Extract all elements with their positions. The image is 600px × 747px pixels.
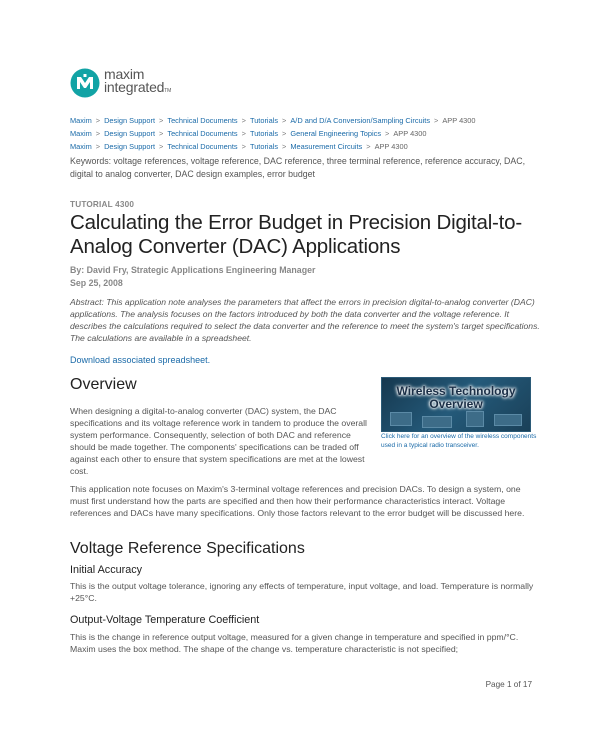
breadcrumb-link[interactable]: Design Support bbox=[104, 116, 156, 125]
breadcrumb-current: APP 4300 bbox=[393, 129, 427, 138]
logo-line-2: integrated bbox=[104, 79, 165, 95]
initial-accuracy-text: This is the output voltage tolerance, ignoring any effects of temperature, input voltage, and load. Temperature is normally +25°C. bbox=[70, 581, 534, 603]
breadcrumb-link[interactable]: Tutorials bbox=[249, 142, 279, 151]
breadcrumb-separator: > bbox=[95, 142, 101, 151]
logo-wordmark bbox=[104, 68, 171, 98]
breadcrumb-separator: > bbox=[241, 129, 246, 138]
logo-tm: TM bbox=[164, 88, 172, 94]
breadcrumb-separator: > bbox=[282, 129, 287, 138]
breadcrumb-list bbox=[70, 114, 476, 153]
wireless-technology-image-text: Wireless Technology Overview bbox=[396, 384, 516, 411]
breadcrumb-current: APP 4300 bbox=[374, 142, 408, 151]
breadcrumb-link[interactable]: Maxim bbox=[70, 116, 92, 125]
breadcrumb-separator: > bbox=[366, 142, 371, 151]
breadcrumb-separator: > bbox=[241, 116, 246, 125]
breadcrumb bbox=[70, 140, 476, 153]
page-title: Calculating the Error Budget in Precision Digital-to-Analog Converter (DAC) Applications bbox=[70, 211, 523, 258]
initial-accuracy-heading: Initial Accuracy bbox=[70, 564, 143, 576]
breadcrumb-separator: > bbox=[95, 116, 101, 125]
breadcrumb-link[interactable]: Design Support bbox=[104, 142, 156, 151]
breadcrumb-link[interactable]: Technical Documents bbox=[167, 142, 238, 151]
breadcrumb-separator: > bbox=[385, 129, 390, 138]
overview-paragraph-2: This application note focuses on Maxim's 3-terminal voltage references and precision DACs. To design a system, one must first understand how the parts are specified and then how their performance characteristics interact. Voltage references and DACs have many specifications. Only those factors relevant to the error budget will be discussed here. bbox=[70, 484, 525, 518]
circuit-chip-decoration bbox=[466, 411, 484, 427]
breadcrumb-link[interactable]: Tutorials bbox=[249, 116, 279, 125]
breadcrumb-link[interactable]: Maxim bbox=[70, 129, 92, 138]
maxim-logo[interactable] bbox=[70, 68, 210, 102]
breadcrumb-link[interactable]: Technical Documents bbox=[167, 129, 238, 138]
tempco-text: This is the change in reference output voltage, measured for a given change in temperature and specified in ppm/°C. Maxim uses the box method. The shape of the change vs. temperature characteristic is not specified; bbox=[70, 632, 519, 654]
overview-paragraph-1: When designing a digital-to-analog converter (DAC) system, the DAC specifications and its voltage reference work in tandem to produce the overall system performance. Consequently, selection of both DAC and reference should be made together. The components' specifications can be traded off against each other to ensure that system specifications are met at the lowest cost. bbox=[70, 406, 367, 476]
breadcrumb-separator: > bbox=[159, 142, 164, 151]
author-name: By: David Fry, Strategic Applications Engineering Manager bbox=[70, 265, 316, 275]
page-number: Page 1 of 17 bbox=[485, 680, 532, 689]
breadcrumb-separator: > bbox=[434, 116, 439, 125]
breadcrumb-link[interactable]: Measurement Circuits bbox=[290, 142, 363, 151]
keywords-text: Keywords: voltage references, voltage reference, DAC reference, three terminal reference, reference accuracy, DAC, digital to analog converter, DAC design examples, error budget bbox=[70, 156, 526, 179]
breadcrumb-separator: > bbox=[282, 142, 287, 151]
breadcrumb-link[interactable]: Maxim bbox=[70, 142, 92, 151]
logo-line-1: maxim bbox=[104, 66, 145, 82]
breadcrumb-separator: > bbox=[241, 142, 246, 151]
download-spreadsheet-link[interactable]: Download associated spreadsheet. bbox=[70, 355, 211, 365]
overview-heading: Overview bbox=[70, 376, 137, 393]
tutorial-label: TUTORIAL 4300 bbox=[70, 200, 135, 209]
tempco-heading: Output-Voltage Temperature Coefficient bbox=[70, 614, 260, 626]
wireless-technology-image[interactable] bbox=[381, 377, 531, 432]
breadcrumb-separator: > bbox=[282, 116, 287, 125]
circuit-chip-decoration bbox=[390, 412, 412, 426]
breadcrumb bbox=[70, 127, 476, 140]
circuit-chip-decoration bbox=[494, 414, 522, 426]
voltage-reference-heading: Voltage Reference Specifications bbox=[70, 540, 305, 557]
breadcrumb-separator: > bbox=[159, 116, 164, 125]
breadcrumb bbox=[70, 114, 476, 127]
breadcrumb-link[interactable]: General Engineering Topics bbox=[290, 129, 382, 138]
breadcrumb-link[interactable]: Design Support bbox=[104, 129, 156, 138]
wireless-technology-caption-link[interactable]: Click here for an overview of the wireless components used in a typical radio transceiver. bbox=[381, 433, 537, 449]
breadcrumb-link[interactable]: A/D and D/A Conversion/Sampling Circuits bbox=[290, 116, 431, 125]
publish-date: Sep 25, 2008 bbox=[70, 277, 123, 288]
abstract-text: Abstract: This application note analyses the parameters that affect the errors in precision digital-to-analog converter (DAC) applications. The analysis focuses on the factors introduced by both the data converter and the voltage reference. It describes the calculations required to select the data converter and the reference to meet the system's target specifications. The calculations are available in a spreadsheet. bbox=[70, 297, 540, 343]
breadcrumb-current: APP 4300 bbox=[442, 116, 476, 125]
maxim-logo-icon bbox=[70, 68, 100, 98]
circuit-chip-decoration bbox=[422, 416, 452, 428]
breadcrumb-separator: > bbox=[159, 129, 164, 138]
author-block bbox=[70, 264, 315, 289]
breadcrumb-separator: > bbox=[95, 129, 101, 138]
breadcrumb-link[interactable]: Tutorials bbox=[249, 129, 279, 138]
breadcrumb-link[interactable]: Technical Documents bbox=[167, 116, 238, 125]
